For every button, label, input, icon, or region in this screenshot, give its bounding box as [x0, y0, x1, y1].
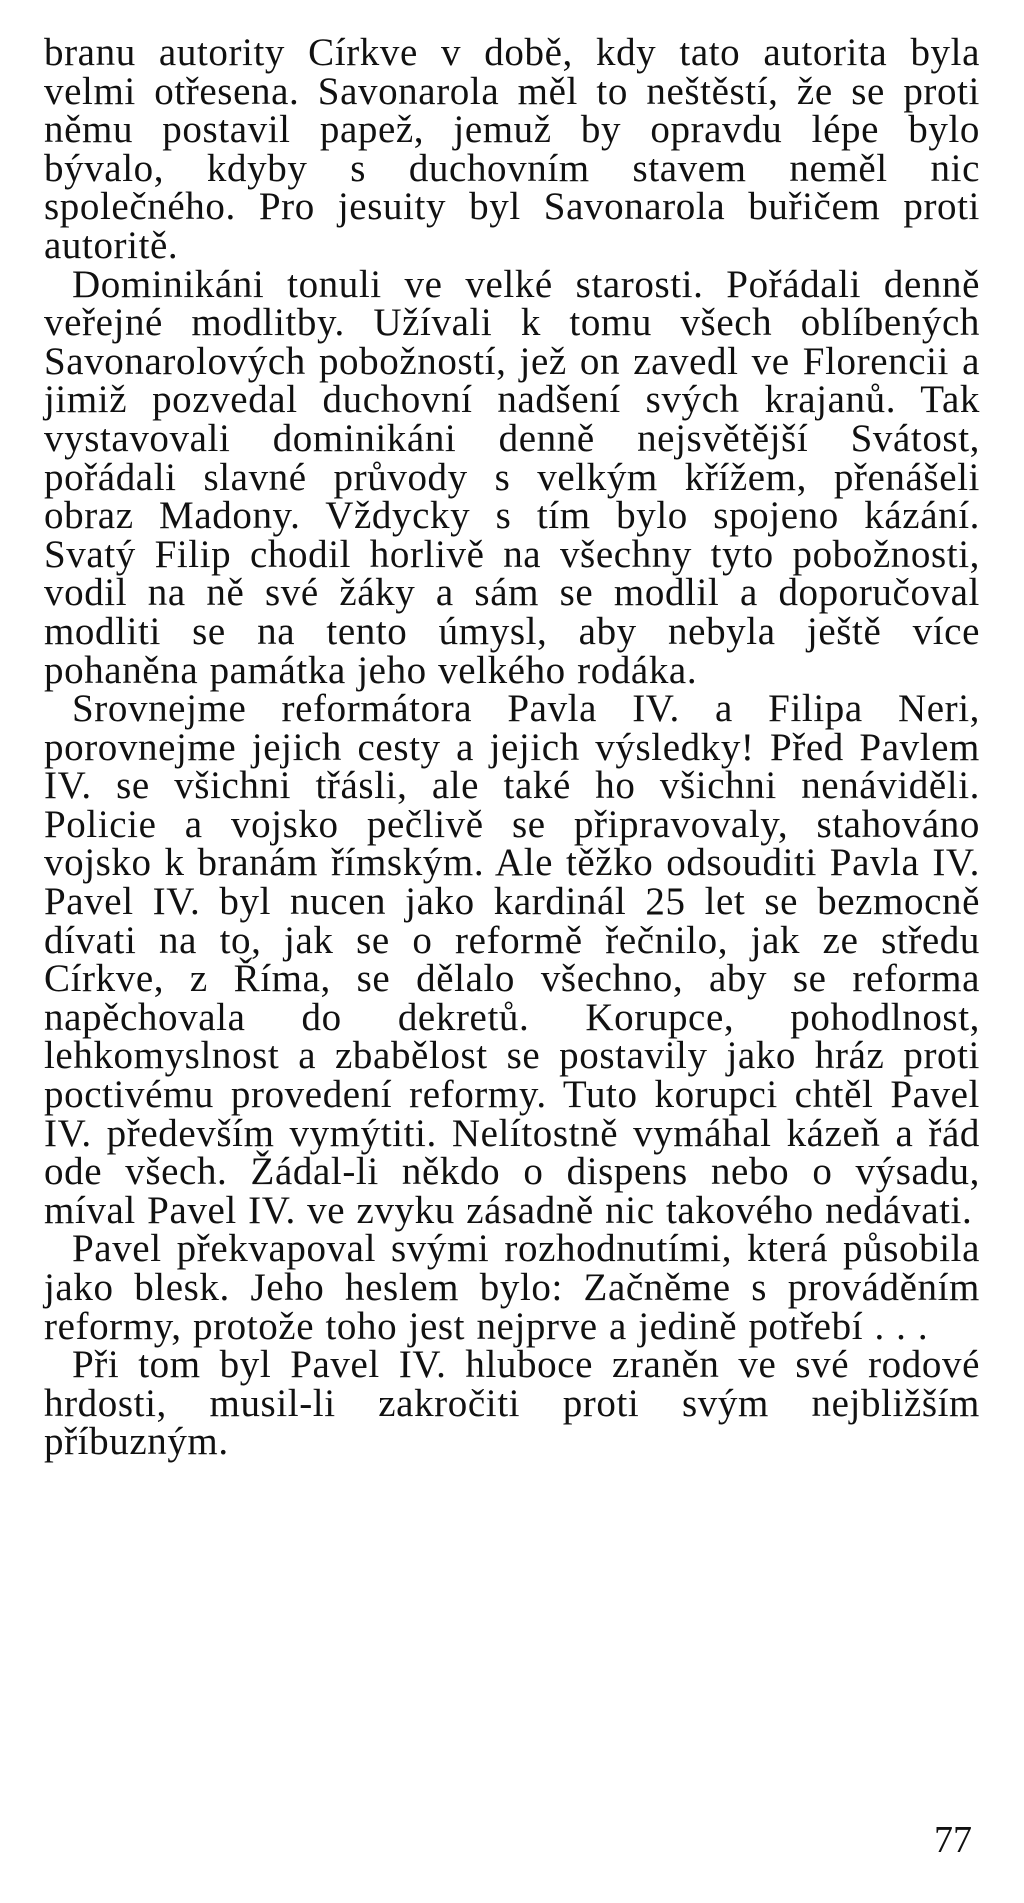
paragraph-pavel-decisions: Pavel překvapoval svými rozhodnutími, která působila jako blesk. Jeho heslem bylo: Začněme s prováděním reformy, protože toho jest nejprve a jedině potřebí . . .: [44, 1227, 980, 1348]
paragraph-pavel-pride: Při tom byl Pavel IV. hluboce zraněn ve své rodové hrdosti, musil-li zakročiti proti svým nejbližším příbuzným.: [44, 1343, 980, 1464]
page-number: 77: [934, 1819, 972, 1861]
paragraph-continuation: branu autority Církve v době, kdy tato autorita byla velmi otřesena. Savonarola měl to neštěstí, že se proti němu postavil papež, jemuž by opravdu lépe bylo bývalo, kdyby s duchovním stavem neměl nic společného. Pro jesuity byl Savonarola buřičem proti autoritě.: [44, 31, 980, 267]
page-body: [44, 31, 980, 1464]
paragraph-comparison: Srovnejme reformátora Pavla IV. a Filipa Neri, porovnejme jejich cesty a jejich výsledky! Před Pavlem IV. se všichni třásli, ale také ho všichni nenáviděli. Policie a vojsko pečlivě se připravovaly, stahováno vojsko k branám římským. Ale těžko odsouditi Pavla IV. Pavel IV. byl nucen jako kardinál 25 let se bezmocně dívati na to, jak se o reformě řečnilo, jak ze středu Církve, z Říma, se dělalo všechno, aby se reforma napěchovala do dekretů. Korupce, pohodlnost, lehkomyslnost a zbabělost se postavily jako hráz proti poctivému provedení reformy. Tuto korupci chtěl Pavel IV. především vymýtiti. Nelítostně vymáhal kázeň a řád ode všech. Žádal-li někdo o dispens nebo o výsadu, míval Pavel IV. ve zvyku zásadně nic takového nedávati.: [44, 687, 980, 1232]
paragraph-dominicans: Dominikáni tonuli ve velké starosti. Pořádali denně veřejné modlitby. Užívali k tomu všech oblíbených Savonarolových pobožností, jež on zavedl ve Florencii a jimiž pozvedal duchovní nadšení svých krajanů. Tak vystavovali dominikáni denně nejsvětější Svátost, pořádali slavné průvody s velkým křížem, přenášeli obraz Madony. Vždycky s tím bylo spojeno kázání. Svatý Filip chodil horlivě na všechny tyto pobožnosti, vodil na ně své žáky a sám se modlil a doporučoval modliti se na tento úmysl, aby nebyla ještě více pohaněna památka jeho velkého rodáka.: [44, 262, 980, 692]
